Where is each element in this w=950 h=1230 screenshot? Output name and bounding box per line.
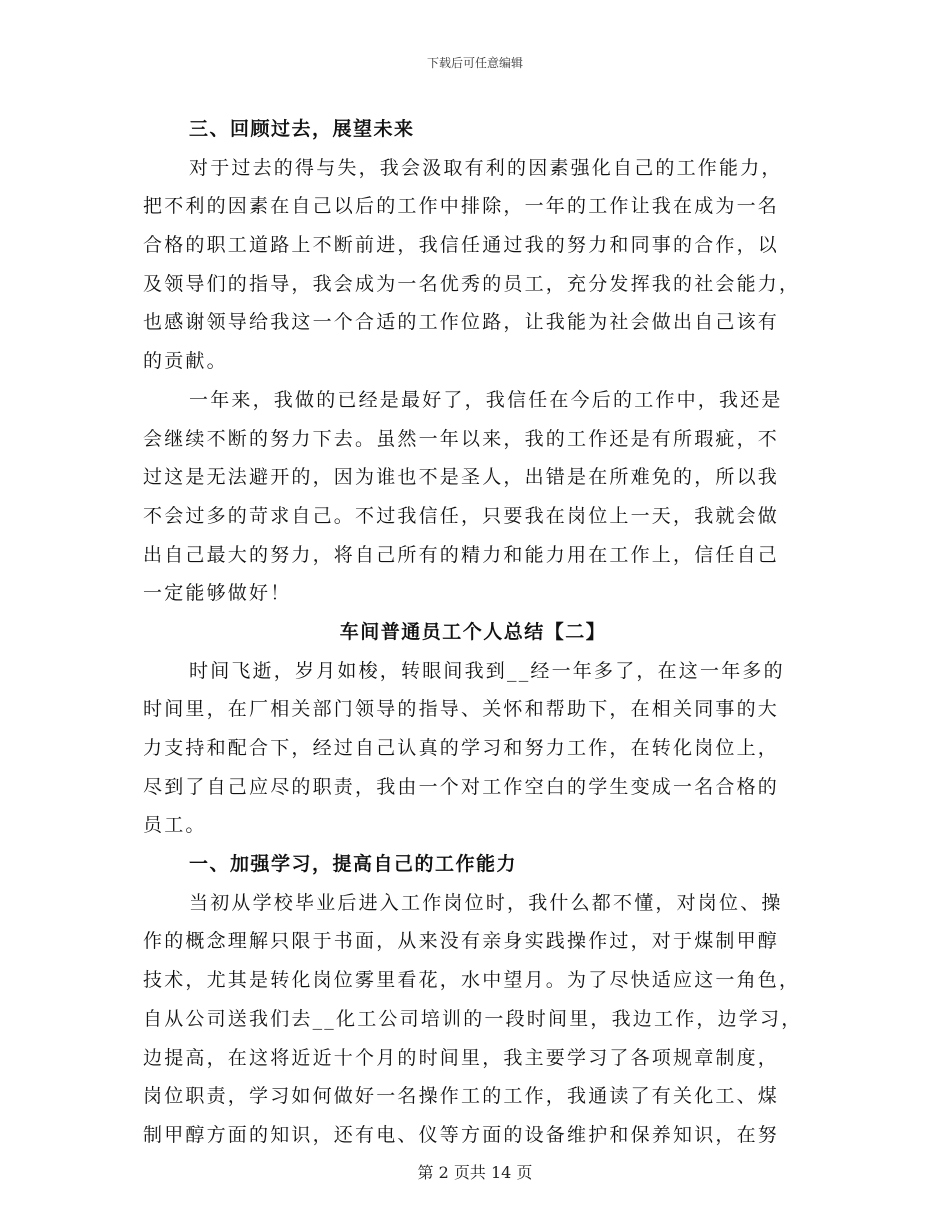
paragraph-line: 自从公司送我们去__化工公司培训的一段时间里，我边工作，边学习， (143, 1007, 803, 1030)
paragraph-line: 一年来，我做的已经是最好了，我信任在今后的工作中，我还是 (189, 388, 783, 411)
paragraph-line: 制甲醇方面的知识，还有电、仪等方面的设备维护和保养知识，在努 (143, 1123, 780, 1146)
paragraph-line: 技术，尤其是转化岗位雾里看花，水中望月。为了尽快适应这一角色， (143, 969, 801, 992)
paragraph-line: 对于过去的得与失，我会汲取有利的因素强化自己的工作能力， (189, 156, 783, 179)
section-heading-review: 三、回顾过去，展望未来 (189, 118, 415, 140)
paragraph-line: 边提高，在这将近近十个月的时间里，我主要学习了各项规章制度， (143, 1046, 780, 1069)
paragraph-line: 合格的职工道路上不断前进，我信任通过我的努力和同事的合作，以 (143, 234, 780, 257)
paragraph-line: 员工。 (143, 814, 207, 837)
paragraph-line: 作的概念理解只限于书面，从来没有亲身实践操作过，对于煤制甲醇 (143, 930, 780, 953)
paragraph-line: 时间里，在厂相关部门领导的指导、关怀和帮助下，在相关同事的大 (143, 698, 780, 721)
page-footer: 第 2 页共 14 页 (417, 1163, 533, 1182)
paragraph-line: 尽到了自己应尽的职责，我由一个对工作空白的学生变成一名合格的 (143, 775, 780, 798)
paragraph-line: 当初从学校毕业后进入工作岗位时，我什么都不懂，对岗位、操 (189, 891, 783, 914)
paragraph-line: 不会过多的苛求自己。不过我信任，只要我在岗位上一天，我就会做 (143, 504, 780, 527)
paragraph-line: 的贡献。 (143, 350, 228, 373)
paragraph-line: 时间飞逝，岁月如梭，转眼间我到__经一年多了，在这一年多的 (189, 659, 785, 682)
paragraph-line: 也感谢领导给我这一个合适的工作位路，让我能为社会做出自己该有 (143, 311, 780, 334)
article-title: 车间普通员工个人总结【二】 (339, 620, 607, 643)
paragraph-line: 会继续不断的努力下去。虽然一年以来，我的工作还是有所瑕疵，不 (143, 427, 780, 450)
paragraph-line: 及领导们的指导，我会成为一名优秀的员工，充分发挥我的社会能力， (143, 272, 801, 295)
document-body (143, 110, 803, 1155)
paragraph-line: 一定能够做好！ (143, 582, 292, 605)
page-header: 下载后可任意编辑 (426, 56, 523, 70)
paragraph-line: 过这是无法避开的，因为谁也不是圣人，出错是在所难免的，所以我 (143, 466, 780, 489)
paragraph-line: 岗位职责，学习如何做好一名操作工的工作，我通读了有关化工、煤 (143, 1085, 780, 1108)
paragraph-line: 出自己最大的努力，将自己所有的精力和能力用在工作上，信任自己 (143, 543, 780, 566)
paragraph-line: 力支持和配合下，经过自己认真的学习和努力工作，在转化岗位上， (143, 737, 780, 759)
section-heading-study: 一、加强学习，提高自己的工作能力 (189, 853, 518, 876)
paragraph-line: 把不利的因素在自己以后的工作中排除，一年的工作让我在成为一名 (143, 195, 780, 218)
